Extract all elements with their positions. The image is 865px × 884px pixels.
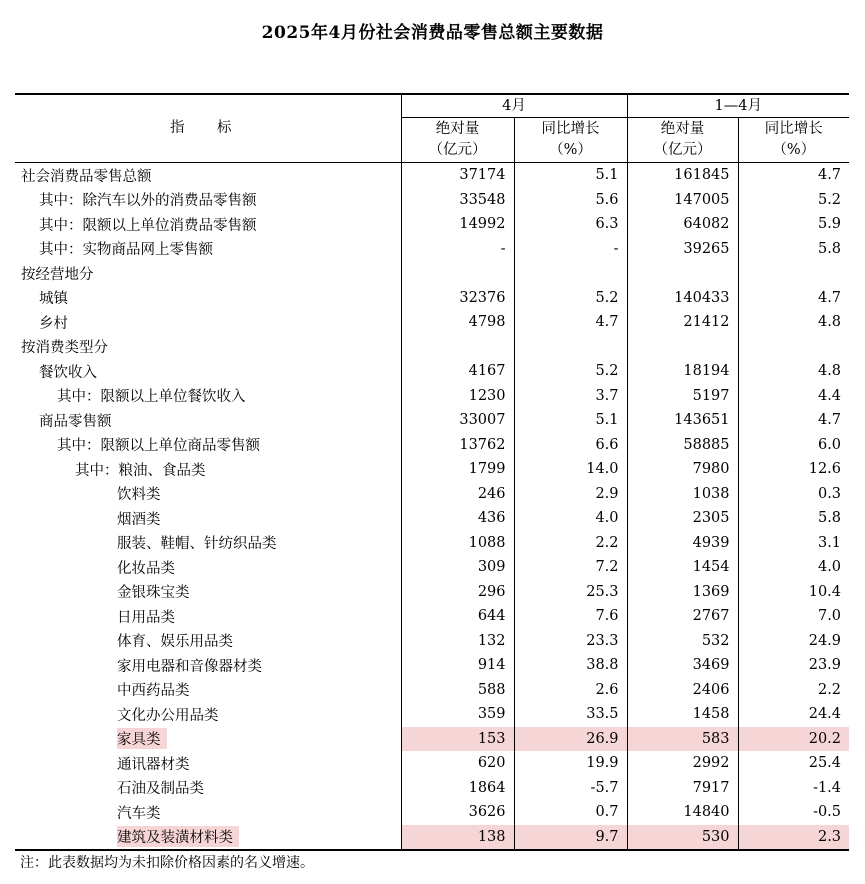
- month-abs-value: 1088: [401, 531, 514, 556]
- row-label-cell: [15, 188, 401, 213]
- table-row: [15, 359, 849, 384]
- row-label: 其中：限额以上单位商品零售额: [57, 438, 260, 455]
- month-abs-value: 13762: [401, 433, 514, 458]
- ytd-yoy-value: 24.4: [738, 702, 849, 727]
- table-row: [15, 678, 849, 703]
- ytd-abs-value: 5197: [627, 384, 738, 409]
- ytd-abs-value: 64082: [627, 212, 738, 237]
- month-abs-value: 296: [401, 580, 514, 605]
- row-label-cell: [15, 212, 401, 237]
- row-label-cell: [15, 310, 401, 335]
- ytd-abs-value: 39265: [627, 237, 738, 262]
- ytd-yoy-label: 同比增长: [764, 121, 823, 137]
- ytd-yoy-value: 4.7: [738, 408, 849, 433]
- row-label: 其中：粮油、食品类: [75, 462, 206, 479]
- month-abs-value: -: [401, 237, 514, 262]
- table-row: [15, 702, 849, 727]
- ytd-abs-label: 绝对量: [660, 121, 705, 137]
- row-label: 其中：限额以上单位消费品零售额: [39, 217, 257, 234]
- month-abs-value: 309: [401, 555, 514, 580]
- ytd-yoy-value: 5.2: [738, 188, 849, 213]
- row-label-cell: [15, 286, 401, 311]
- month-yoy-value: 4.7: [514, 310, 627, 335]
- ytd-yoy-value: 4.8: [738, 359, 849, 384]
- row-label-cell: [15, 751, 401, 776]
- ytd-period-header: 1—4月: [627, 94, 849, 118]
- table-row: [15, 261, 849, 286]
- ytd-yoy-value: 20.2: [738, 727, 849, 752]
- table-row: [15, 310, 849, 335]
- indicator-header: [15, 94, 401, 163]
- month-yoy-value: 33.5: [514, 702, 627, 727]
- row-label: 文化办公用品类: [117, 707, 219, 724]
- month-abs-value: 138: [401, 825, 514, 851]
- row-label: 按经营地分: [21, 266, 94, 283]
- table-row: [15, 629, 849, 654]
- ytd-abs-value: 532: [627, 629, 738, 654]
- month-yoy-value: 5.1: [514, 163, 627, 188]
- month-abs-label: 绝对量: [435, 121, 480, 137]
- month-abs-value: 644: [401, 604, 514, 629]
- table-row: [15, 825, 849, 851]
- month-yoy-value: 2.2: [514, 531, 627, 556]
- ytd-abs-value: 21412: [627, 310, 738, 335]
- row-label-cell: [15, 482, 401, 507]
- row-label-cell: [15, 580, 401, 605]
- month-abs-value: 436: [401, 506, 514, 531]
- row-label-cell: [15, 604, 401, 629]
- month-yoy-value: -5.7: [514, 776, 627, 801]
- row-label-cell: [15, 555, 401, 580]
- month-abs-value: 32376: [401, 286, 514, 311]
- ytd-abs-value: 143651: [627, 408, 738, 433]
- table-row: [15, 800, 849, 825]
- row-label: 石油及制品类: [117, 781, 204, 798]
- row-label-cell: [15, 531, 401, 556]
- ytd-yoy-value: 4.4: [738, 384, 849, 409]
- row-label-cell: [15, 776, 401, 801]
- ytd-abs-value: 7917: [627, 776, 738, 801]
- month-yoy-value: 14.0: [514, 457, 627, 482]
- row-label-cell: [15, 261, 401, 286]
- page-title: 2025年4月份社会消费品零售总额主要数据: [261, 23, 604, 43]
- ytd-yoy-value: -1.4: [738, 776, 849, 801]
- ytd-abs-value: 7980: [627, 457, 738, 482]
- row-label: 体育、娱乐用品类: [117, 634, 233, 651]
- month-yoy-value: 25.3: [514, 580, 627, 605]
- month-abs-value: 1230: [401, 384, 514, 409]
- table-row: [15, 531, 849, 556]
- month-yoy-value: 2.9: [514, 482, 627, 507]
- month-abs-value: 246: [401, 482, 514, 507]
- month-yoy-value: 7.2: [514, 555, 627, 580]
- row-label-cell: [15, 335, 401, 360]
- table-row: [15, 555, 849, 580]
- month-yoy-header: [514, 118, 627, 163]
- ytd-abs-value: 4939: [627, 531, 738, 556]
- row-label: 其中：除汽车以外的消费品零售额: [39, 193, 257, 210]
- row-label: 饮料类: [117, 487, 161, 504]
- month-abs-value: 359: [401, 702, 514, 727]
- row-label: 城镇: [39, 291, 68, 308]
- month-yoy-value: 23.3: [514, 629, 627, 654]
- row-label: 化妆品类: [117, 560, 175, 577]
- month-abs-value: 914: [401, 653, 514, 678]
- indicator-header-label: 指 标: [169, 120, 246, 136]
- row-label: 通讯器材类: [117, 756, 190, 773]
- table-row: [15, 776, 849, 801]
- ytd-yoy-value: 3.1: [738, 531, 849, 556]
- table-row: [15, 482, 849, 507]
- month-period-header: 4月: [401, 94, 627, 118]
- table-row: [15, 286, 849, 311]
- ytd-abs-value: 2767: [627, 604, 738, 629]
- row-label: 其中：实物商品网上零售额: [39, 242, 213, 259]
- ytd-abs-value: 18194: [627, 359, 738, 384]
- ytd-abs-value: 2406: [627, 678, 738, 703]
- month-yoy-value: [514, 335, 627, 360]
- month-abs-value: 4167: [401, 359, 514, 384]
- month-abs-value: 33007: [401, 408, 514, 433]
- row-label-cell: [15, 727, 401, 752]
- row-label-cell: [15, 702, 401, 727]
- month-abs-value: 588: [401, 678, 514, 703]
- ytd-yoy-value: 5.9: [738, 212, 849, 237]
- ytd-abs-value: 161845: [627, 163, 738, 188]
- row-label: 家用电器和音像器材类: [117, 658, 262, 675]
- month-yoy-value: 5.6: [514, 188, 627, 213]
- ytd-yoy-value: 4.0: [738, 555, 849, 580]
- ytd-yoy-value: [738, 335, 849, 360]
- row-label: 商品零售额: [39, 413, 112, 430]
- month-yoy-value: 5.2: [514, 359, 627, 384]
- row-label-cell: [15, 653, 401, 678]
- month-abs-value: 1864: [401, 776, 514, 801]
- ytd-abs-value: 3469: [627, 653, 738, 678]
- row-label: 服装、鞋帽、针纺织品类: [117, 536, 277, 553]
- ytd-yoy-value: -0.5: [738, 800, 849, 825]
- month-abs-value: 37174: [401, 163, 514, 188]
- month-abs-value: 132: [401, 629, 514, 654]
- ytd-yoy-value: [738, 261, 849, 286]
- row-label: 乡村: [39, 315, 68, 332]
- retail-sales-table: [15, 93, 849, 851]
- table-row: [15, 433, 849, 458]
- table-row: [15, 727, 849, 752]
- row-label-cell: [15, 384, 401, 409]
- ytd-yoy-value: 2.3: [738, 825, 849, 851]
- month-abs-value: [401, 261, 514, 286]
- ytd-abs-value: 14840: [627, 800, 738, 825]
- row-label: 烟酒类: [117, 511, 161, 528]
- ytd-yoy-value: 24.9: [738, 629, 849, 654]
- row-label-cell: [15, 506, 401, 531]
- row-label-cell: [15, 629, 401, 654]
- month-yoy-value: 4.0: [514, 506, 627, 531]
- row-label-cell: [15, 408, 401, 433]
- ytd-yoy-value: 4.7: [738, 163, 849, 188]
- ytd-yoy-value: 25.4: [738, 751, 849, 776]
- month-abs-header: [401, 118, 514, 163]
- table-row: [15, 506, 849, 531]
- month-yoy-label: 同比增长: [541, 121, 600, 137]
- ytd-yoy-value: 5.8: [738, 237, 849, 262]
- ytd-yoy-value: 23.9: [738, 653, 849, 678]
- month-yoy-unit: （%）: [549, 142, 592, 158]
- ytd-yoy-value: 4.7: [738, 286, 849, 311]
- table-row: [15, 580, 849, 605]
- ytd-yoy-value: 7.0: [738, 604, 849, 629]
- ytd-abs-value: 147005: [627, 188, 738, 213]
- ytd-yoy-value: 4.8: [738, 310, 849, 335]
- row-label: 家具类: [117, 728, 167, 749]
- row-label: 其中：限额以上单位餐饮收入: [57, 389, 246, 406]
- ytd-abs-value: 2305: [627, 506, 738, 531]
- ytd-abs-value: 1038: [627, 482, 738, 507]
- ytd-abs-value: [627, 335, 738, 360]
- month-abs-value: 4798: [401, 310, 514, 335]
- month-yoy-value: 5.1: [514, 408, 627, 433]
- ytd-abs-value: 140433: [627, 286, 738, 311]
- month-yoy-value: 38.8: [514, 653, 627, 678]
- month-abs-value: 620: [401, 751, 514, 776]
- month-yoy-value: 0.7: [514, 800, 627, 825]
- footnote: 注：此表数据均为未扣除价格因素的名义增速。: [20, 855, 314, 871]
- ytd-abs-value: 1369: [627, 580, 738, 605]
- month-yoy-value: 19.9: [514, 751, 627, 776]
- month-yoy-value: 9.7: [514, 825, 627, 851]
- table-row: [15, 604, 849, 629]
- row-label: 按消费类型分: [21, 340, 108, 357]
- ytd-yoy-value: 6.0: [738, 433, 849, 458]
- month-yoy-value: 3.7: [514, 384, 627, 409]
- row-label: 社会消费品零售总额: [21, 168, 152, 185]
- month-abs-value: 3626: [401, 800, 514, 825]
- table-row: [15, 751, 849, 776]
- ytd-abs-value: [627, 261, 738, 286]
- month-abs-value: 33548: [401, 188, 514, 213]
- month-yoy-value: 5.2: [514, 286, 627, 311]
- month-abs-value: 1799: [401, 457, 514, 482]
- ytd-yoy-value: 5.8: [738, 506, 849, 531]
- ytd-abs-value: 583: [627, 727, 738, 752]
- ytd-yoy-value: 2.2: [738, 678, 849, 703]
- ytd-abs-value: 530: [627, 825, 738, 851]
- ytd-yoy-value: 12.6: [738, 457, 849, 482]
- row-label: 中西药品类: [117, 683, 190, 700]
- ytd-yoy-value: 0.3: [738, 482, 849, 507]
- month-abs-value: 153: [401, 727, 514, 752]
- ytd-abs-unit: （亿元）: [653, 142, 712, 158]
- month-yoy-value: 6.3: [514, 212, 627, 237]
- table-row: [15, 384, 849, 409]
- table-row: [15, 408, 849, 433]
- ytd-yoy-value: 10.4: [738, 580, 849, 605]
- ytd-abs-value: 1454: [627, 555, 738, 580]
- row-label: 建筑及装潢材料类: [117, 826, 239, 847]
- row-label: 餐饮收入: [39, 364, 97, 381]
- month-yoy-value: 6.6: [514, 433, 627, 458]
- ytd-yoy-header: [738, 118, 849, 163]
- table-row: [15, 457, 849, 482]
- row-label-cell: [15, 163, 401, 188]
- month-yoy-value: 2.6: [514, 678, 627, 703]
- ytd-abs-value: 1458: [627, 702, 738, 727]
- row-label: 金银珠宝类: [117, 585, 190, 602]
- row-label-cell: [15, 678, 401, 703]
- table-row: [15, 163, 849, 188]
- table-body: [15, 163, 849, 851]
- table-row: [15, 237, 849, 262]
- row-label-cell: [15, 359, 401, 384]
- row-label-cell: [15, 825, 401, 851]
- ytd-abs-value: 58885: [627, 433, 738, 458]
- row-label: 汽车类: [117, 805, 161, 822]
- month-abs-unit: （亿元）: [428, 142, 487, 158]
- row-label-cell: [15, 237, 401, 262]
- ytd-yoy-unit: （%）: [772, 142, 816, 158]
- row-label-cell: [15, 457, 401, 482]
- ytd-abs-value: 2992: [627, 751, 738, 776]
- table-row: [15, 653, 849, 678]
- ytd-abs-header: [627, 118, 738, 163]
- month-yoy-value: 7.6: [514, 604, 627, 629]
- row-label: 日用品类: [117, 609, 175, 626]
- table-row: [15, 335, 849, 360]
- month-yoy-value: -: [514, 237, 627, 262]
- row-label-cell: [15, 800, 401, 825]
- month-yoy-value: [514, 261, 627, 286]
- month-abs-value: 14992: [401, 212, 514, 237]
- row-label-cell: [15, 433, 401, 458]
- month-abs-value: [401, 335, 514, 360]
- month-yoy-value: 26.9: [514, 727, 627, 752]
- table-row: [15, 188, 849, 213]
- table-row: [15, 212, 849, 237]
